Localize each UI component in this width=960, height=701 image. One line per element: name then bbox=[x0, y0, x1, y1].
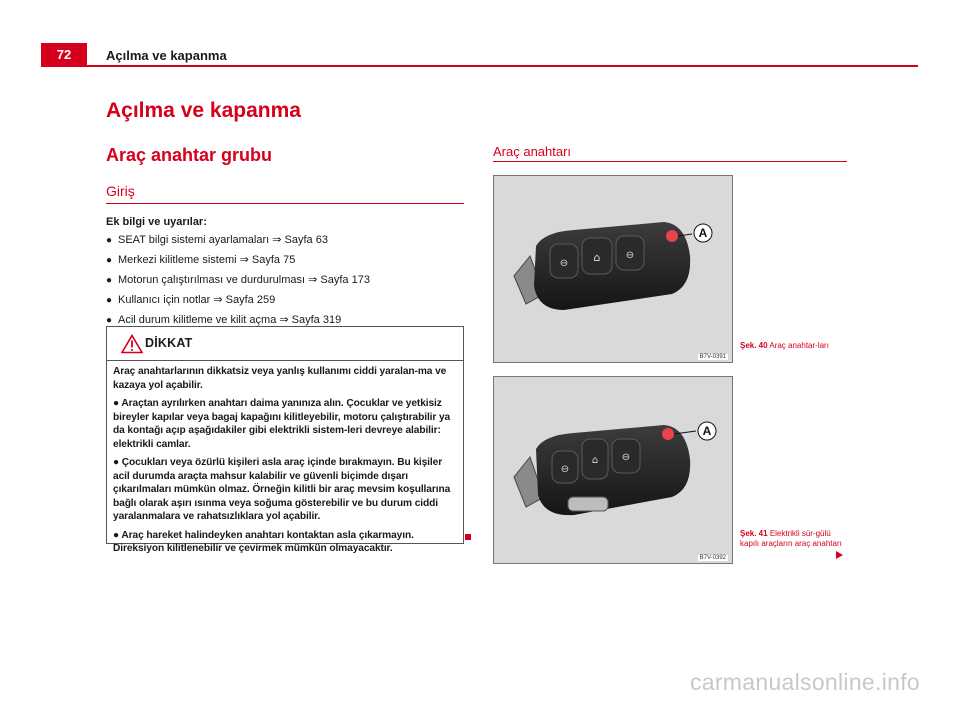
list-item[interactable]: ● Kullanıcı için notlar ⇒ Sayfa 259 bbox=[106, 294, 276, 306]
continue-arrow-icon bbox=[836, 551, 843, 559]
end-of-section-marker bbox=[465, 534, 471, 540]
key-section-title: Araç anahtarı bbox=[493, 144, 572, 159]
subsection-rule bbox=[106, 203, 464, 204]
unlock-symbol-icon: ⊖ bbox=[625, 250, 635, 261]
bullet-icon: ● bbox=[106, 315, 113, 326]
figure-caption: Şek. 41 Elektrikli sür-gülü kapılı araçların araç anahtarı bbox=[740, 529, 842, 548]
watermark: carmanualsonline.info bbox=[689, 669, 920, 695]
warning-title: DİKKAT bbox=[145, 336, 193, 350]
warning-paragraph: Araç anahtarlarının dikkatsiz veya yanlış kullanımı ciddi yaralan-ma ve kazaya yol açabilir. bbox=[113, 366, 447, 391]
warning-paragraph: ● Çocukları veya özürlü kişileri asla araç içinde bırakmayın. Bu kişiler acil durumda araçta mahsur kalabilir ve güvenli biçimde dışarı çıkarılmaları mümkün olmaz. Örneğin kilitli bir araç mevsim koşullarına bağlı olarak aşırı ısınma veya soğuma gösterebilir ve bu durum ciddi yaralanmalara ve rahatsızlıklara yol açabilir. bbox=[113, 457, 451, 522]
warning-header bbox=[107, 327, 463, 361]
warning-paragraph: ● Araçtan ayrılırken anahtarı daima yanınıza alın. Çocuklar ve yetkisiz bireyler kapılar veya bagaj kapağını kilitleyebilir, motoru çalıştırabilir ya da kontağı açıp aşağıdakiler gibi elektrikli sistem-leri devreye alabilir: elektrikli camlar. bbox=[113, 398, 451, 450]
header-rule bbox=[87, 65, 918, 67]
running-header-title: Açılma ve kapanma bbox=[106, 48, 227, 63]
door-symbol-icon: ⌂ bbox=[591, 455, 599, 466]
warning-box bbox=[106, 326, 464, 554]
figure-code: B7V-0391 bbox=[699, 354, 726, 360]
lock-symbol-icon: ⊖ bbox=[560, 464, 570, 475]
release-button-marker bbox=[662, 428, 674, 440]
list-item[interactable]: ● Merkezi kilitleme sistemi ⇒ Sayfa 75 bbox=[106, 254, 296, 266]
warning-triangle-icon bbox=[121, 334, 143, 354]
bullet-icon: ● bbox=[106, 275, 113, 286]
release-button-marker bbox=[666, 230, 678, 242]
callout-label: A bbox=[702, 424, 712, 438]
figure-car-key bbox=[493, 175, 733, 363]
list-item[interactable]: ● Acil durum kilitleme ve kilit açma ⇒ Sayfa 319 bbox=[106, 314, 342, 326]
car-key-image bbox=[494, 377, 733, 564]
list-item[interactable]: ● SEAT bilgi sistemi ayarlamaları ⇒ Sayfa 63 bbox=[106, 234, 328, 246]
page-number: 72 bbox=[41, 43, 87, 67]
figure-caption: Şek. 40 Araç anahtar-ları bbox=[740, 341, 829, 350]
warning-body bbox=[107, 361, 463, 556]
warning-paragraph: ● Araç hareket halindeyken anahtarı kontaktan asla çıkarmayın. Direksiyon kilitlenebilir ve çevirmek mümkün olmayacaktır. bbox=[113, 529, 414, 554]
bullet-icon: ● bbox=[106, 235, 113, 246]
trunk-symbol-icon: ⌂ bbox=[593, 251, 601, 264]
reference-list bbox=[106, 234, 466, 334]
section-title: Araç anahtar grubu bbox=[106, 145, 273, 165]
subsection-title: Giriş bbox=[106, 183, 135, 199]
lock-symbol-icon: ⊖ bbox=[559, 258, 569, 269]
bullet-icon: ● bbox=[106, 295, 113, 306]
bullet-icon: ● bbox=[106, 255, 113, 266]
figure-code: B7V-0392 bbox=[699, 555, 726, 561]
figure-car-key-sliding-door bbox=[493, 376, 733, 564]
intro-text: Ek bilgi ve uyarılar: bbox=[106, 216, 207, 228]
key-section-rule bbox=[493, 161, 847, 162]
list-item[interactable]: ● Motorun çalıştırılması ve durdurulması ⇒ Sayfa 173 bbox=[106, 274, 370, 286]
chapter-title: Açılma ve kapanma bbox=[106, 99, 301, 122]
callout-label: A bbox=[698, 226, 708, 240]
sliding-door-button bbox=[568, 497, 608, 511]
unlock-symbol-icon: ⊖ bbox=[621, 452, 631, 463]
car-key-image bbox=[494, 176, 733, 363]
